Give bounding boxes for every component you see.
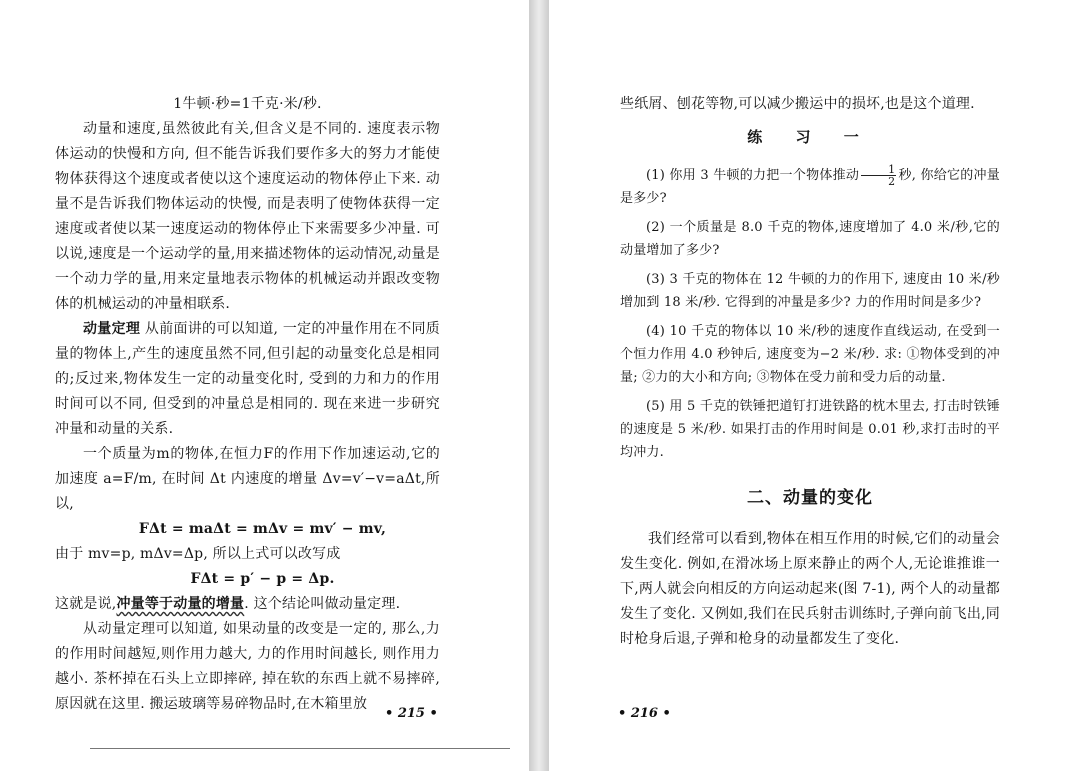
fraction-numerator: 1: [861, 164, 896, 176]
continuation-line: 些纸屑、刨花等物,可以减少搬运中的损坏,也是这个道理.: [620, 96, 975, 112]
exercise-1: [620, 164, 1000, 210]
paragraph-momentum-theorem-intro: [55, 317, 440, 442]
paragraph-substitution: 由于 mv=p, mΔv=Δp, 所以上式可以改写成: [55, 546, 341, 562]
scan-artifact-line: [90, 748, 510, 749]
left-page-text: [55, 92, 440, 717]
fraction-half: [861, 164, 896, 187]
theorem-heading: 动量定理: [83, 321, 141, 337]
formula-impulse-expansion: FΔt = maΔt = mΔv = mv′ − mv,: [138, 521, 387, 537]
right-page-number: • 216 •: [618, 706, 671, 721]
section-title: 二、动量的变化: [747, 488, 873, 508]
theorem-emphasis: 冲量等于动量的增量: [116, 596, 245, 612]
exercise-5: (5) 用 5 千克的铁锤把道钉打进铁路的枕木里去, 打击时铁锤的速度是 5 米/秒. 如果打击的作用时间是 0.01 秒,求打击时的平均冲力.: [620, 399, 1000, 460]
paragraph-theorem-statement: [55, 592, 440, 617]
exercise-2: (2) 一个质量是 8.0 千克的物体,速度增加了 4.0 米/秒,它的动量增加了多少?: [620, 220, 1000, 258]
exercise-title: 练 习 一: [747, 128, 873, 146]
unit-line: 1牛顿·秒=1千克·米/秒.: [173, 96, 322, 112]
exercise-1-pre: (1) 你用 3 牛顿的力把一个物体推动: [646, 168, 860, 183]
paragraph-momentum-change: 我们经常可以看到,物体在相互作用的时候,它们的动量会发生变化. 例如,在滑冰场上原来静止的两个人,无论谁推谁一下,两人就会向相反的方向运动起来(图 7-1), 两个人的动量都发生了变化. 又例如,我们在民兵射击训练时,子弹向前飞出,同时枪身后退,子弹和枪身的动量都发生了变化.: [620, 531, 1000, 647]
fraction-denominator: 2: [888, 175, 896, 188]
statement-prefix: 这就是说,: [55, 596, 117, 612]
paragraph-applications: 从动量定理可以知道, 如果动量的改变是一定的, 那么,力的作用时间越短,则作用力越大, 力的作用时间越长, 则作用力越小. 茶杯掉在石头上立即摔碎, 掉在软的东西上就不易摔碎,原因就在这里. 搬运玻璃等易碎物品时,在木箱里放: [55, 621, 440, 712]
theorem-intro-text: 从前面讲的可以知道, 一定的冲量作用在不同质量的物体上,产生的速度虽然不同,但引起的动量变化总是相同的;反过来,物体发生一定的动量变化时, 受到的力和力的作用时间可以不同, 但受到的冲量总是相同的. 现在来进一步研究冲量和动量的关系.: [55, 321, 440, 437]
left-page-number: • 215 •: [385, 706, 438, 721]
exercise-1-post: 秒, 你给它的冲量是多少?: [620, 168, 1000, 206]
paragraph-derivation: 一个质量为m的物体,在恒力F的作用下作加速运动,它的加速度 a=F/m, 在时间 Δt 内速度的增量 Δv=v′−v=aΔt,所以,: [55, 446, 440, 512]
book-gutter: [530, 0, 548, 771]
exercise-4: (4) 10 千克的物体以 10 米/秒的速度作直线运动, 在受到一个恒力作用 4.0 秒钟后, 速度变为−2 米/秒. 求: ①物体受到的冲量; ②力的大小和方向; ③物体在受力前和受力后的动量.: [620, 324, 1000, 385]
paragraph-momentum-vs-velocity: 动量和速度,虽然彼此有关,但含义是不同的. 速度表示物体运动的快慢和方向, 但不能告诉我们要作多大的努力才能使物体获得这个速度或者使以这个速度运动的物体停止下来. 动量不是告诉我们物体运动的快慢, 而是表明了使物体获得一定速度或者使以某一速度运动的物体停止下来需要多少冲量. 可以说,速度是一个运动学的量,用来描述物体的运动情况,动量是一个动力学的量,用来定量地表示物体的机械运动并跟改变物体的机械运动的冲量相联系.: [55, 121, 440, 312]
right-page-text: [620, 92, 1000, 652]
formula-momentum-theorem: FΔt = p′ − p = Δp.: [190, 571, 335, 587]
statement-suffix: . 这个结论叫做动量定理.: [244, 596, 401, 612]
exercise-3: (3) 3 千克的物体在 12 牛顿的力的作用下, 速度由 10 米/秒增加到 18 米/秒. 它得到的冲量是多少? 力的作用时间是多少?: [620, 272, 1000, 310]
